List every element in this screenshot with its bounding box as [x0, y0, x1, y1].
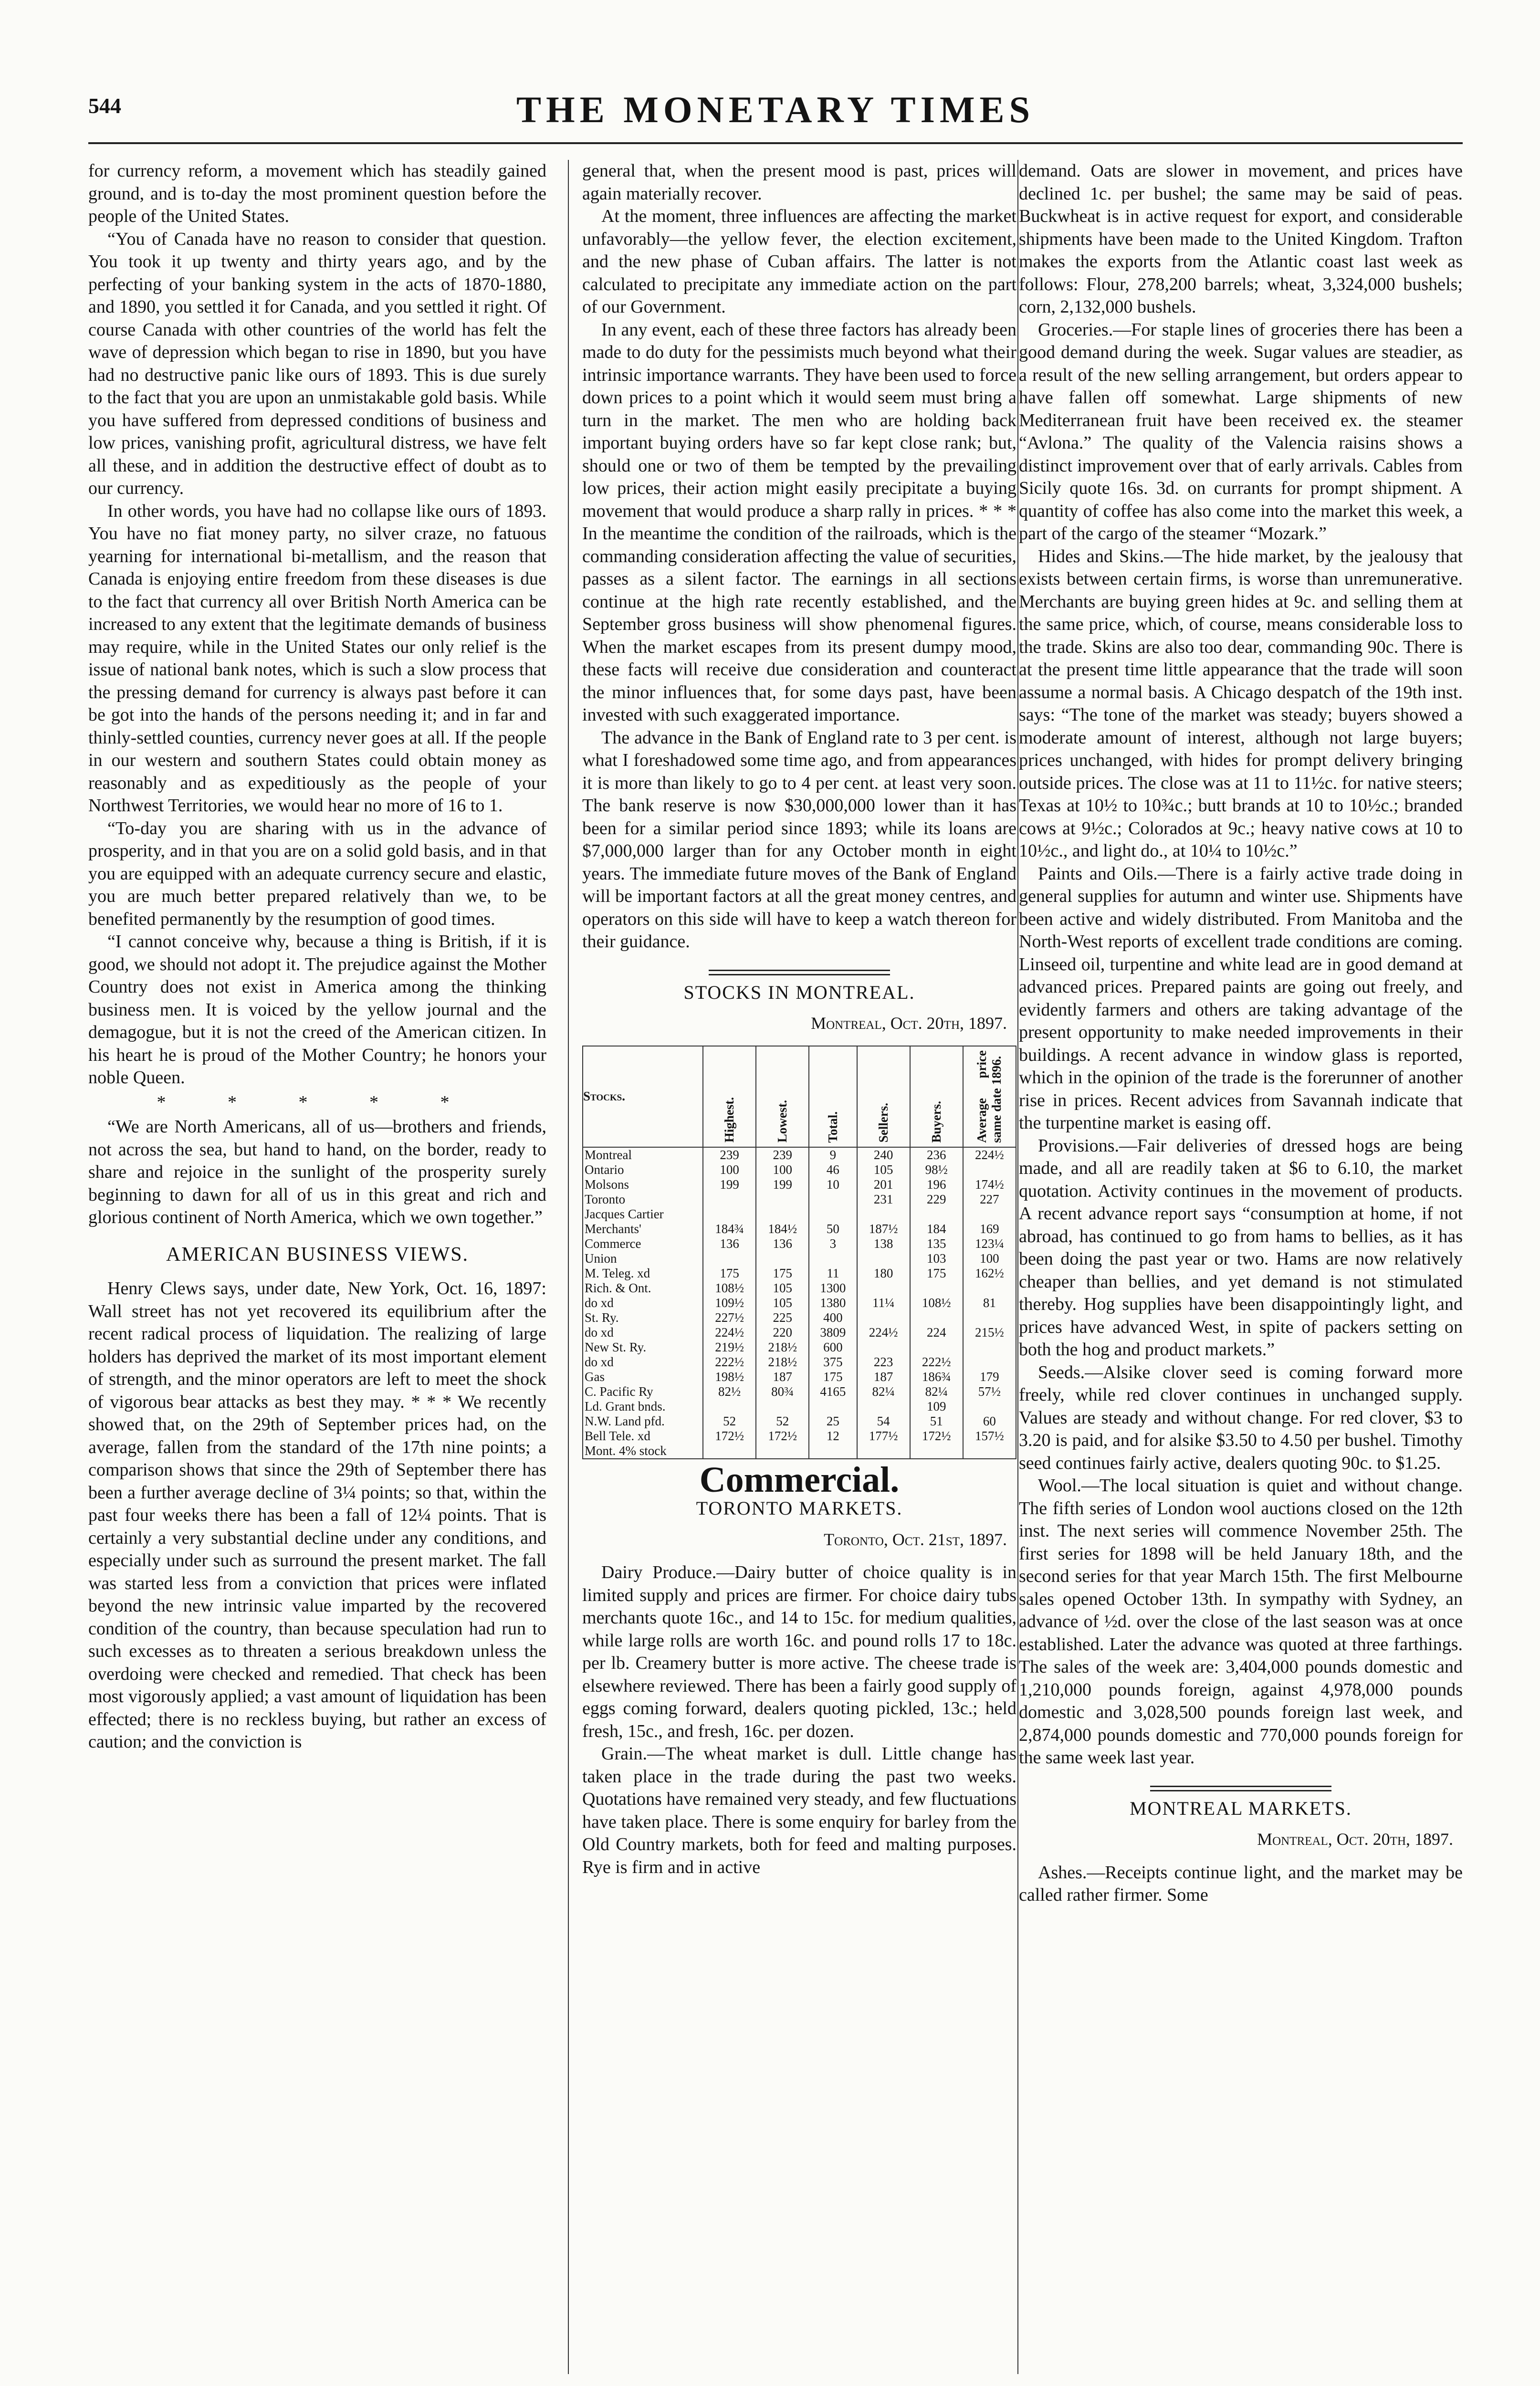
stock-name-cell: Mont. 4% stock — [583, 1444, 703, 1459]
paragraph: Provisions.—Fair deliveries of dressed hogs are being made, and all are readily taken at $6 to 6.10, the market quotation. Activity continues in the movement of products. A recent advance report says “consumption at home, if not abroad, has continued to go from hams to bellies, as it has been doing the past year or two. Hams are now relatively cheaper than bellies, and yet demand is not stimulated thereby. Hog supplies have been disappointingly light, and prices have advanced West, in spite of packers setting on both the hog and product markets.” — [1019, 1135, 1463, 1360]
table-cell: 82¼ — [910, 1384, 963, 1399]
column-header-label: Lowest. — [775, 1100, 790, 1143]
table-cell: 136 — [756, 1236, 809, 1251]
paragraph: for currency reform, a movement which has steadily gained ground, and is to-day the most prominent question before the people of the United States. — [88, 161, 546, 226]
table-cell: 196 — [910, 1177, 963, 1192]
table-cell: 10 — [809, 1177, 857, 1192]
table-cell — [809, 1192, 857, 1207]
table-cell: 4165 — [809, 1384, 857, 1399]
table-cell: 12 — [809, 1429, 857, 1444]
table-cell: 227½ — [703, 1310, 756, 1325]
table-cell — [857, 1340, 910, 1355]
column-header-label: Highest. — [722, 1097, 737, 1143]
stock-name-cell: Toronto — [583, 1192, 703, 1207]
paragraph: Wool.—The local situation is quiet and without change. The fifth series of London wool auctions closed on the 12th inst. The next series will commence November 25th. The first series for 1898 will be held January 18th, and the second series for that year March 15th. The first Melbourne sales opened October 13th. In sympathy with Sydney, an advance of ½d. over the close of the last season was at once established. Later the advance was quoted at three farthings. The sales of the week are: 3,404,000 pounds domestic and 1,210,000 pounds foreign, against 4,978,000 pounds domestic and 3,028,500 pounds foreign last week, and 2,874,000 pounds domestic and 770,000 pounds foreign for the same week last year. — [1019, 1476, 1463, 1768]
paragraph: Ashes.—Receipts continue light, and the market may be called rather firmer. Some — [1019, 1862, 1463, 1905]
table-row — [583, 1414, 1016, 1429]
stock-name-cell: New St. Ry. — [583, 1340, 703, 1355]
table-row — [583, 1429, 1016, 1444]
table-cell — [703, 1251, 756, 1266]
table-cell: 175 — [756, 1266, 809, 1281]
table-cell: 108½ — [703, 1281, 756, 1296]
table-cell: 215½ — [963, 1325, 1016, 1340]
table-cell: 157½ — [963, 1429, 1016, 1444]
table-cell: 229 — [910, 1192, 963, 1207]
table-cell: 108½ — [910, 1296, 963, 1310]
table-row — [583, 1147, 1016, 1162]
paragraph: At the moment, three influences are affecting the market unfavorably—the yellow fever, the election excitement, and the new phase of Cuban affairs. The latter is not calculated to precipitate any immediate action on the part of our Government. — [582, 206, 1016, 317]
table-cell — [703, 1207, 756, 1222]
table-cell — [963, 1310, 1016, 1325]
section-title-american-business-views: AMERICAN BUSINESS VIEWS. — [166, 1243, 469, 1266]
stocks-table-body — [583, 1147, 1016, 1459]
table-row — [583, 1236, 1016, 1251]
table-cell: 100 — [703, 1162, 756, 1177]
table-cell: 80¾ — [756, 1384, 809, 1399]
table-cell: 57½ — [963, 1384, 1016, 1399]
table-cell: 60 — [963, 1414, 1016, 1429]
table-cell: 199 — [756, 1177, 809, 1192]
paragraph: Dairy Produce.—Dairy butter of choice quality is in limited supply and prices are firmer. For choice dairy tubs merchants quote 16c., and 14 to 15c. for medium qualities, while large rolls are worth 16c. and pound rolls 17 to 18c. per lb. Creamery butter is more active. The cheese trade is elsewhere reviewed. There has been a fairly good supply of eggs coming forward, dealers quoting pickled, 13c.; held fresh, 15c., and fresh, 16c. per dozen. — [582, 1562, 1016, 1741]
table-cell: 100 — [963, 1251, 1016, 1266]
table-cell: 184½ — [756, 1222, 809, 1236]
table-row — [583, 1222, 1016, 1236]
paragraph: demand. Oats are slower in movement, and prices have declined 1c. per bushel; the same may be said of peas. Buckwheat is in active request for export, and considerable shipments have been made to the United Kingdom. Trafton makes the exports from the Atlantic coast last week as follows: Flour, 278,200 barrels; wheat, 3,324,000 bushels; corn, 2,132,000 bushels. — [1019, 161, 1463, 317]
column-divider — [568, 160, 569, 2374]
montreal-dateline: Montreal, Oct. 20th, 1897. — [1257, 1830, 1453, 1849]
table-cell: 239 — [756, 1147, 809, 1162]
paragraph: general that, when the present mood is past, prices will again materially recover. — [582, 161, 1016, 204]
table-cell — [809, 1251, 857, 1266]
table-cell — [857, 1399, 910, 1414]
table-cell: 224 — [910, 1325, 963, 1340]
table-cell: 179 — [963, 1370, 1016, 1384]
paragraph: In any event, each of these three factors has already been made to do duty for the pessimists much beyond what their intrinsic importance warrants. They have been used to force down prices to a point which it would seem must bring a turn in the market. The men who are holding back important buying orders have so far kept close rank; but, should one or two of them be tempted by the prevailing low prices, their action might easily precipitate a buying movement that would produce a sharp rally in prices. * * * In the meantime the condition of the railroads, which is the commanding consideration affecting the value of securities, passes as a silent factor. The earnings in all sections continue at the high rate recently established, and the September gross business will show phenomenal figures. When the market escapes from its present dumpy mood, these facts will receive due consideration and counteract the minor influences that, for some days past, have been invested with such exaggerated importance. — [582, 319, 1016, 725]
table-cell: 105 — [857, 1162, 910, 1177]
toronto-markets-title: TORONTO MARKETS. — [696, 1497, 903, 1519]
column-3 — [1019, 160, 1463, 2374]
table-cell: 98½ — [910, 1162, 963, 1177]
table-cell: 1380 — [809, 1296, 857, 1310]
stocks-dateline: Montreal, Oct. 20th, 1897. — [811, 1014, 1007, 1033]
table-cell — [963, 1207, 1016, 1222]
table-cell — [857, 1207, 910, 1222]
table-cell: 109 — [910, 1399, 963, 1414]
paragraph: Hides and Skins.—The hide market, by the jealousy that exists between certain firms, is worse than unremunerative. Merchants are buying green hides at 9c. and selling them at the same price, which, of course, means considerable loss to the trade. Skins are also too dear, commanding 90c. There is at the present time little appearance that the trade will soon assume a normal basis. A Chicago despatch of the 19th inst. says: “The tone of the market was steady; buyers showed a moderate amount of interest, although not large buyers; prices unchanged, with hides for prompt delivery bringing outside prices. The close was at 11 to 11½c. for native steers; Texas at 10½ to 10¾c.; butt brands at 10 to 10½c.; branded cows at 9½c.; Colorados at 9c.; heavy native cows at 10 to 10½c., and light do., at 10¼ to 10½c.” — [1019, 546, 1463, 861]
stock-name-cell: do xd — [583, 1296, 703, 1310]
table-cell — [809, 1207, 857, 1222]
stocks-title: STOCKS IN MONTREAL. — [683, 981, 915, 1003]
column-2 — [582, 160, 1016, 2374]
table-header-row — [583, 1046, 1016, 1147]
table-row — [583, 1384, 1016, 1399]
table-cell: 169 — [963, 1222, 1016, 1236]
table-cell: 81 — [963, 1296, 1016, 1310]
table-cell: 162½ — [963, 1266, 1016, 1281]
stock-name-cell: M. Teleg. xd — [583, 1266, 703, 1281]
masthead: THE MONETARY TIMES — [516, 89, 1035, 130]
table-cell — [910, 1281, 963, 1296]
column-header — [703, 1046, 756, 1147]
page-number: 544 — [88, 94, 121, 118]
table-cell: 175 — [703, 1266, 756, 1281]
montreal-markets-title: MONTREAL MARKETS. — [1130, 1797, 1352, 1819]
paragraph: “To-day you are sharing with us in the advance of prosperity, and in that you are on a solid gold basis, and in that you are equipped with an adequate currency secure and elastic, you are much better prepared relatively than we, to be benefited permanently by the resumption of good times. — [88, 818, 546, 929]
table-cell: 227 — [963, 1192, 1016, 1207]
column-header-label: Stocks. — [583, 1089, 625, 1103]
table-cell: 187½ — [857, 1222, 910, 1236]
table-row — [583, 1325, 1016, 1340]
table-cell — [703, 1444, 756, 1459]
table-cell — [703, 1192, 756, 1207]
paragraph: Seeds.—Alsike clover seed is coming forward more freely, while red clover continues in unchanged supply. Values are steady and without change. For red clover, $3 to 3.20 is paid, and for alsike $3.50 to 4.50 per bushel. Timothy seed continues fairly active, dealers quoting 90c. to $1.25. — [1019, 1362, 1463, 1473]
table-cell — [756, 1444, 809, 1459]
table-cell — [756, 1399, 809, 1414]
table-cell — [963, 1162, 1016, 1177]
table-cell: 222½ — [703, 1355, 756, 1370]
paragraph: “I cannot conceive why, because a thing is British, if it is good, we should not adopt it. The prejudice against the Mother Country does not exist in America among the thinking business men. It is voiced by the yellow journal and the demagogue, but it is not the creed of the American citizen. In his heart he is proud of the Mother Country; he honors your noble Queen. — [88, 931, 546, 1088]
table-cell — [756, 1251, 809, 1266]
table-cell: 135 — [910, 1236, 963, 1251]
table-cell — [857, 1444, 910, 1459]
table-cell: 222½ — [910, 1355, 963, 1370]
table-row — [583, 1399, 1016, 1414]
table-cell: 177½ — [857, 1429, 910, 1444]
table-cell: 172½ — [703, 1429, 756, 1444]
table-cell: 123¼ — [963, 1236, 1016, 1251]
table-cell: 198½ — [703, 1370, 756, 1384]
table-cell: 224½ — [703, 1325, 756, 1340]
table-row — [583, 1192, 1016, 1207]
header-rule — [88, 142, 1463, 144]
column-divider — [1017, 160, 1018, 2374]
stock-name-cell: St. Ry. — [583, 1310, 703, 1325]
stock-name-cell: Montreal — [583, 1147, 703, 1162]
table-cell: 184 — [910, 1222, 963, 1236]
table-cell: 187 — [857, 1370, 910, 1384]
table-cell — [910, 1444, 963, 1459]
stocks-table — [582, 1046, 1016, 1459]
table-row — [583, 1340, 1016, 1355]
table-cell: 9 — [809, 1147, 857, 1162]
table-cell: 218½ — [756, 1355, 809, 1370]
table-cell — [857, 1251, 910, 1266]
stock-name-cell: Gas — [583, 1370, 703, 1384]
table-cell: 172½ — [910, 1429, 963, 1444]
table-cell: 600 — [809, 1340, 857, 1355]
table-cell: 136 — [703, 1236, 756, 1251]
table-cell: 224½ — [963, 1147, 1016, 1162]
table-row — [583, 1162, 1016, 1177]
stock-name-cell: Jacques Cartier — [583, 1207, 703, 1222]
table-cell: 375 — [809, 1355, 857, 1370]
table-cell: 175 — [910, 1266, 963, 1281]
table-cell — [963, 1340, 1016, 1355]
stock-name-cell: Ld. Grant bnds. — [583, 1399, 703, 1414]
table-cell — [756, 1207, 809, 1222]
table-cell: 138 — [857, 1236, 910, 1251]
stock-name-cell: Union — [583, 1251, 703, 1266]
paragraph: “We are North Americans, all of us—brothers and friends, not across the sea, but hand to hand, on the border, ready to share and rejoice in the sunlight of the prosperity surely beginning to dawn for all of us in this great and rich and glorious continent of North America, which we own together.” — [88, 1117, 546, 1227]
table-cell: 3809 — [809, 1325, 857, 1340]
table-cell: 239 — [703, 1147, 756, 1162]
table-cell: 82½ — [703, 1384, 756, 1399]
table-cell — [963, 1281, 1016, 1296]
stock-name-cell: C. Pacific Ry — [583, 1384, 703, 1399]
table-cell: 11 — [809, 1266, 857, 1281]
table-cell: 46 — [809, 1162, 857, 1177]
column-header-label: Sellers. — [876, 1103, 890, 1143]
table-cell: 175 — [809, 1370, 857, 1384]
paragraph: Grain.—The wheat market is dull. Little change has taken place in the trade during the past two weeks. Quotations have remained very steady, and few fluctuations have taken place. There is some enquiry for barley from the Old Country markets, both for feed and malting purposes. Rye is firm and in active — [582, 1744, 1016, 1877]
table-cell: 105 — [756, 1296, 809, 1310]
table-cell: 225 — [756, 1310, 809, 1325]
table-cell: 103 — [910, 1251, 963, 1266]
table-cell: 199 — [703, 1177, 756, 1192]
paragraph: The advance in the Bank of England rate to 3 per cent. is what I foreshadowed some time ago, and from appearances it is more than likely to go to 4 per cent. at least very soon. The bank reserve is now $30,000,000 lower than it has been for a similar period since 1893; while its loans are $7,000,000 larger than for any October month in eight years. The immediate future moves of the Bank of England will be important factors at all the great money centres, and operators on this side will have to keep a watch thereon for their guidance. — [582, 727, 1016, 952]
table-cell: 51 — [910, 1414, 963, 1429]
table-row — [583, 1310, 1016, 1325]
paragraph: Henry Clews says, under date, New York, Oct. 16, 1897: Wall street has not yet recovered its equilibrium after the recent radical process of liquidation. The realizing of large holders has deprived the market of its most important element of strength, and the minor operators are left to meet the shock of vigorous bear attacks as best they may. * * * We recently showed that, on the 29th of September prices had, on the average, fallen from the standard of the 17th nine points; a comparison shows that since the 29th of September there has been a further average decline of 3¼ points; so that, within the past four weeks there has been a fall of 12¼ points. That is certainly a very substantial decline under any conditions, and especially under such as surround the present market. The fall was started less from a conviction that prices were inflated beyond the new intrinsic value imparted by the recovered condition of the country, than because speculation had run to such excesses as to threaten a serious breakdown unless the overdoing were checked and remedied. That check has been most vigorously applied; a vast amount of liquidation has been effected; there is no reckless buying, but rather an excess of caution; and the conviction is — [88, 1278, 546, 1752]
table-cell: 240 — [857, 1147, 910, 1162]
table-row — [583, 1370, 1016, 1384]
table-cell — [910, 1340, 963, 1355]
stock-name-cell: do xd — [583, 1355, 703, 1370]
table-cell: 3 — [809, 1236, 857, 1251]
column-header-label: Average price same date 1896. — [974, 1050, 1004, 1143]
column-header — [963, 1046, 1016, 1147]
table-row — [583, 1177, 1016, 1192]
stock-name-cell: Commerce — [583, 1236, 703, 1251]
table-cell: 82¼ — [857, 1384, 910, 1399]
column-1 — [88, 160, 546, 2374]
table-cell — [963, 1399, 1016, 1414]
stock-name-cell: Bell Tele. xd — [583, 1429, 703, 1444]
page-header — [88, 88, 1463, 141]
table-row — [583, 1355, 1016, 1370]
table-row — [583, 1251, 1016, 1266]
table-cell — [857, 1281, 910, 1296]
table-cell — [963, 1444, 1016, 1459]
table-cell: 52 — [703, 1414, 756, 1429]
table-cell — [756, 1192, 809, 1207]
table-cell: 180 — [857, 1266, 910, 1281]
table-cell: 231 — [857, 1192, 910, 1207]
column-header — [809, 1046, 857, 1147]
section-break-stars: * * * * * — [157, 1092, 478, 1112]
stock-name-cell: do xd — [583, 1325, 703, 1340]
double-rule — [709, 970, 890, 975]
column-header — [756, 1046, 809, 1147]
table-cell: 218½ — [756, 1340, 809, 1355]
table-cell: 220 — [756, 1325, 809, 1340]
column-header — [910, 1046, 963, 1147]
table-cell: 50 — [809, 1222, 857, 1236]
table-cell: 172½ — [756, 1429, 809, 1444]
table-cell — [910, 1310, 963, 1325]
stock-name-cell: Molsons — [583, 1177, 703, 1192]
paragraph: In other words, you have had no collapse like ours of 1893. You have no fiat money party, no silver craze, no fatuous yearning for international bi-metallism, and the reason that Canada is enjoying entire freedom from these diseases is due to the fact that currency all over British North America can be increased to any extent that the legitimate demands of business may require, while in the United States our only relief is the issue of national bank notes, which is such a slow process that the pressing demand for currency is always past before it can be got into the hands of the persons needing it; and in far and thinly-settled counties, currency never goes at all. If the people in our western and southern States could obtain money as reasonably and as expeditiously as the people of your Northwest Territories, we would hear no more of 16 to 1. — [88, 501, 546, 816]
table-cell — [703, 1399, 756, 1414]
table-cell: 187 — [756, 1370, 809, 1384]
stock-name-cell: N.W. Land pfd. — [583, 1414, 703, 1429]
table-cell: 109½ — [703, 1296, 756, 1310]
table-cell — [910, 1207, 963, 1222]
table-cell: 100 — [756, 1162, 809, 1177]
table-cell: 400 — [809, 1310, 857, 1325]
table-cell: 224½ — [857, 1325, 910, 1340]
paragraph: Groceries.—For staple lines of groceries there has been a good demand during the week. Sugar values are steadier, as a result of the new selling arrangement, but orders appear to have fallen off somewhat. Large shipments of new Mediterranean fruit have been received ex. the steamer “Avlona.” The quality of the Valencia raisins shows a distinct improvement over that of early arrivals. Cables from Sicily quote 16s. 3d. on currants for prompt shipment. A quantity of coffee has also come into the market this week, a part of the cargo of the steamer “Mozark.” — [1019, 319, 1463, 544]
column-header — [857, 1046, 910, 1147]
table-row — [583, 1207, 1016, 1222]
table-cell: 201 — [857, 1177, 910, 1192]
table-cell — [963, 1355, 1016, 1370]
table-cell — [809, 1444, 857, 1459]
table-cell: 236 — [910, 1147, 963, 1162]
table-row — [583, 1281, 1016, 1296]
column-header-label: Buyers. — [929, 1100, 943, 1143]
table-cell — [857, 1310, 910, 1325]
double-rule — [1150, 1786, 1331, 1791]
table-cell: 52 — [756, 1414, 809, 1429]
paragraph: “You of Canada have no reason to consider that question. You took it up twenty and thirty years ago, and by the perfecting of your banking system in the acts of 1870-1880, and 1890, you settled it for Canada, and you settled it right. Of course Canada with other countries of the world has felt the wave of depression which began to rise in 1890, but you have had no destructive panic like ours of 1893. This is due surely to the fact that you are upon an unmistakable gold basis. While you have suffered from depressed conditions of business and low prices, vanishing profit, agricultural distress, we have felt all these, and in addition the destructive effect of doubt as to our currency. — [88, 229, 546, 498]
paragraph: Paints and Oils.—There is a fairly active trade doing in general supplies for autumn and winter use. Shipments have been active and widely distributed. From Manitoba and the North-West reports of excellent trade conditions are coming. Linseed oil, turpentine and white lead are in good demand at advanced prices. Prepared paints are going out freely, and evidently farmers and others are taking advantage of the present opportunity to make needed improvements in their buildings. A recent advance in window glass is reported, which in the opinion of the trade is the forerunner of another rise in prices. Recent advices from Savannah indicate that the turpentine market is easing off. — [1019, 863, 1463, 1133]
table-cell: 219½ — [703, 1340, 756, 1355]
commercial-heading: Commercial. — [699, 1459, 900, 1500]
column-header-label: Total. — [825, 1111, 840, 1143]
stock-name-cell: Ontario — [583, 1162, 703, 1177]
table-row — [583, 1444, 1016, 1459]
table-cell: 1300 — [809, 1281, 857, 1296]
table-cell: 11¼ — [857, 1296, 910, 1310]
table-cell: 105 — [756, 1281, 809, 1296]
table-cell: 25 — [809, 1414, 857, 1429]
table-cell: 54 — [857, 1414, 910, 1429]
table-row — [583, 1296, 1016, 1310]
stock-name-cell: Rich. & Ont. — [583, 1281, 703, 1296]
column-header — [583, 1046, 703, 1147]
table-cell: 186¾ — [910, 1370, 963, 1384]
stock-name-cell: Merchants' — [583, 1222, 703, 1236]
table-cell — [809, 1399, 857, 1414]
table-cell: 174½ — [963, 1177, 1016, 1192]
toronto-dateline: Toronto, Oct. 21st, 1897. — [824, 1529, 1007, 1549]
table-cell: 184¾ — [703, 1222, 756, 1236]
table-cell: 223 — [857, 1355, 910, 1370]
table-row — [583, 1266, 1016, 1281]
